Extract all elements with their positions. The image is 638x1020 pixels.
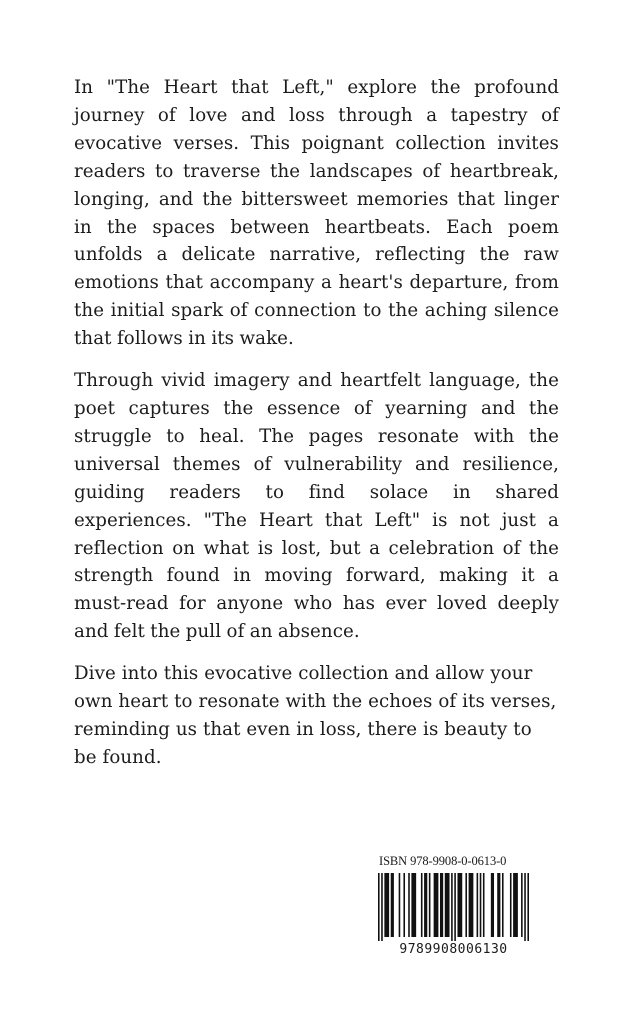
barcode-graphic <box>375 873 532 943</box>
barcode-guard-bar <box>451 873 453 941</box>
barcode-digits: 9789908006130 <box>399 942 508 957</box>
barcode-bar <box>502 873 504 937</box>
barcode-bar <box>521 873 523 937</box>
barcode-bar <box>469 873 474 937</box>
barcode-bar <box>477 873 479 937</box>
barcode-bar <box>497 873 500 937</box>
barcode-guard-bar <box>378 873 380 941</box>
barcode-bar <box>480 873 482 937</box>
barcode-bar <box>408 873 410 937</box>
barcode-bar <box>399 873 401 937</box>
barcode-bar <box>424 873 427 937</box>
cover-blurb <box>74 74 559 786</box>
barcode-guard-bar <box>381 873 383 941</box>
barcode-bar <box>510 873 512 937</box>
barcode-bar <box>411 873 416 937</box>
barcode-bar <box>434 873 439 937</box>
barcode-bar <box>513 873 518 937</box>
barcode-bar <box>384 873 389 937</box>
barcode-bar <box>457 873 462 937</box>
isbn-barcode-block <box>375 851 532 963</box>
barcode-bar <box>421 873 423 937</box>
blurb-paragraph-2: Through vivid imagery and heartfelt language, the poet captures the essence of yearning and the struggle to heal. The pages resonate with the universal themes of vulnerability and resilience, guiding readers to find solace in shared experiences. "The Heart that Left" is not just a reflection on what is lost, but a celebration of the strength found in moving forward, making it a must-read for anyone who has ever loved deeply and felt the pull of an absence. <box>74 370 559 643</box>
barcode-bar <box>445 873 450 937</box>
barcode-guard-bar <box>454 873 456 941</box>
barcode-bar <box>403 873 405 937</box>
barcode-bar <box>429 873 431 937</box>
barcode-bar <box>465 873 467 937</box>
barcode-guard-bar <box>524 873 526 941</box>
barcode-bar <box>483 873 485 937</box>
isbn-label: ISBN 978-9908-0-0613-0 <box>379 854 507 868</box>
barcode-bar <box>440 873 443 937</box>
barcode-bar <box>391 873 394 937</box>
barcode-bar <box>491 873 494 937</box>
blurb-paragraph-3: Dive into this evocative collection and allow your own heart to resonate with the echoes of its verses, reminding us that even in loss, there is beauty to be found. <box>74 663 557 768</box>
blurb-paragraph-1: In "The Heart that Left," explore the profound journey of love and loss through a tapestry of evocative verses. This poignant collection invites readers to traverse the landscapes of heartbreak, longing, and the bittersweet memories that linger in the spaces between heartbeats. Each poem unfolds a delicate narrative, reflecting the raw emotions that accompany a heart's departure, from the initial spark of connection to the aching silence that follows in its wake. <box>74 77 559 350</box>
barcode-guard-bar <box>527 873 529 941</box>
